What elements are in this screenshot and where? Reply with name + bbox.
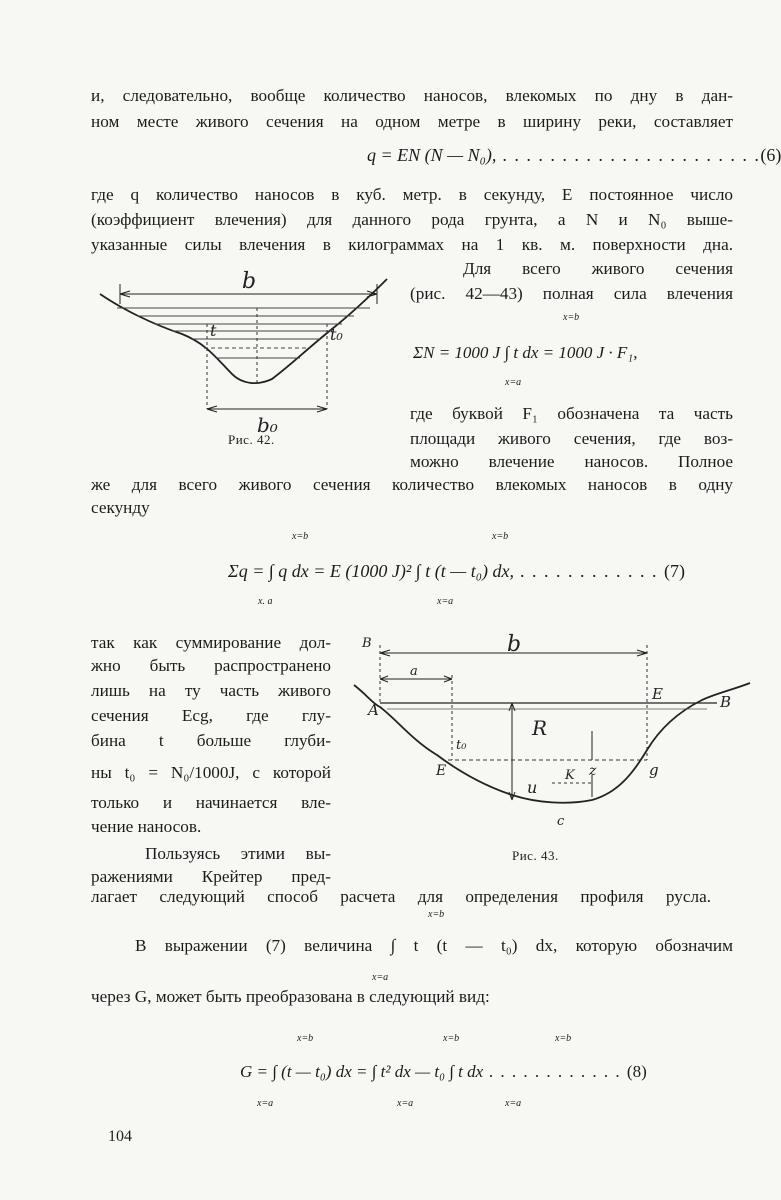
fig43-label-K: K xyxy=(565,768,575,783)
fig42-label-t: t xyxy=(210,321,217,340)
text-line: секунду xyxy=(91,498,150,517)
fig42-caption: Рис. 42. xyxy=(228,432,275,447)
limit-lower: x=a xyxy=(372,972,389,983)
text-line: только и начинается вле- xyxy=(91,793,331,812)
limit-lower: x=a xyxy=(437,596,454,607)
fig42-label-b: b xyxy=(242,269,257,294)
text-line: ном месте живого сечения на одном метре в ширину реки, составляет xyxy=(91,112,733,131)
fig43-label-b: b xyxy=(507,632,522,657)
equation-sum-n: ΣN = 1000 J ∫ t dx = 1000 J · F₁, xyxy=(413,343,638,362)
text-line: бина t больше глуби- xyxy=(91,731,331,750)
limit-lower: x. a xyxy=(258,596,273,607)
limit-upper: x=b xyxy=(297,1033,314,1044)
text-line: сечения Ecg, где глу- xyxy=(91,706,331,725)
text-line: можно влечение наносов. Полное xyxy=(410,452,733,471)
figure-42 xyxy=(92,264,392,449)
text-line: так как суммирование дол- xyxy=(91,633,331,652)
page-number: 104 xyxy=(108,1128,132,1145)
fig42-label-t0: t₀ xyxy=(330,325,343,344)
fig43-label-B2: B xyxy=(720,693,732,711)
fig43-label-z: z xyxy=(589,763,597,779)
equation-6: q = EN (N — N₀), . . . . . . . . . . . . . . . . . . . . . .(6) xyxy=(367,145,781,165)
limit-upper: x=b xyxy=(292,531,309,542)
text-line: и, следовательно, вообще количество наносов, влекомых по дну в дан- xyxy=(91,86,733,105)
text-line: (рис. 42—43) полная сила влечения xyxy=(410,284,733,303)
text-line: указанные силы влечения в килограммах на 1 кв. м. поверхности дна. xyxy=(91,235,733,254)
text-line: же для всего живого сечения количество влекомых наносов в одну xyxy=(91,475,733,494)
text-line: где буквой F₁ обозначена та часть xyxy=(410,404,733,423)
figure-43 xyxy=(352,632,752,830)
limit-lower: x=a xyxy=(257,1098,274,1109)
fig43-label-B: B xyxy=(362,636,372,651)
limit-lower: x=a xyxy=(505,1098,522,1109)
limit-upper: x=b xyxy=(443,1033,460,1044)
limit-lower: x=a xyxy=(505,377,522,388)
text-line: лишь на ту часть живого xyxy=(91,681,331,700)
limit-upper: x=b xyxy=(492,531,509,542)
limit-upper: x=b xyxy=(563,312,580,323)
limit-upper: x=b xyxy=(428,909,445,920)
fig43-label-A: A xyxy=(368,701,379,719)
text-line: площади живого сечения, где воз- xyxy=(410,429,733,448)
text-line: Пользуясь этими вы- xyxy=(145,844,331,863)
fig43-label-E: E xyxy=(652,685,663,703)
text-line: жно быть распространено xyxy=(91,656,331,675)
fig42-label-b0: b₀ xyxy=(257,413,278,437)
fig43-label-c: c xyxy=(557,814,565,829)
fig43-caption: Рис. 43. xyxy=(512,848,559,863)
text-line: через G, может быть преобразована в следующий вид: xyxy=(91,987,490,1006)
fig43-label-R: R xyxy=(532,716,548,740)
limit-upper: x=b xyxy=(555,1033,572,1044)
equation-8: G = ∫ (t — t₀) dx = ∫ t² dx — t₀ ∫ t dx . . . . . . . . . . . . (8) xyxy=(240,1062,647,1081)
text-line: где q количество наносов в куб. метр. в секунду, E постоянное число xyxy=(91,185,733,204)
text-line: (коэффициент влечения) для данного рода грунта, а N и N₀ выше- xyxy=(91,210,733,229)
fig43-label-a: a xyxy=(410,664,418,679)
text-line: ражениями Крейтер пред- xyxy=(91,867,331,886)
text-line: чение наносов. xyxy=(91,817,202,836)
fig43-label-u: u xyxy=(527,778,538,797)
text-line: ны t₀ = N₀/1000J, с которой xyxy=(91,763,331,782)
limit-lower: x=a xyxy=(397,1098,414,1109)
fig43-label-g: g xyxy=(649,761,659,779)
text-line: лагает следующий способ расчета для определения профиля русла. xyxy=(91,887,711,906)
fig43-label-E2: E xyxy=(436,763,447,779)
equation-7: Σq = ∫ q dx = E (1000 J)² ∫ t (t — t₀) dx, . . . . . . . . . . . . (7) xyxy=(228,561,685,581)
text-line: В выражении (7) величина ∫ t (t — t₀) dx, которую обозначим xyxy=(135,936,733,955)
text-line: Для всего живого сечения xyxy=(463,259,733,278)
fig43-label-t0: t₀ xyxy=(456,738,467,753)
